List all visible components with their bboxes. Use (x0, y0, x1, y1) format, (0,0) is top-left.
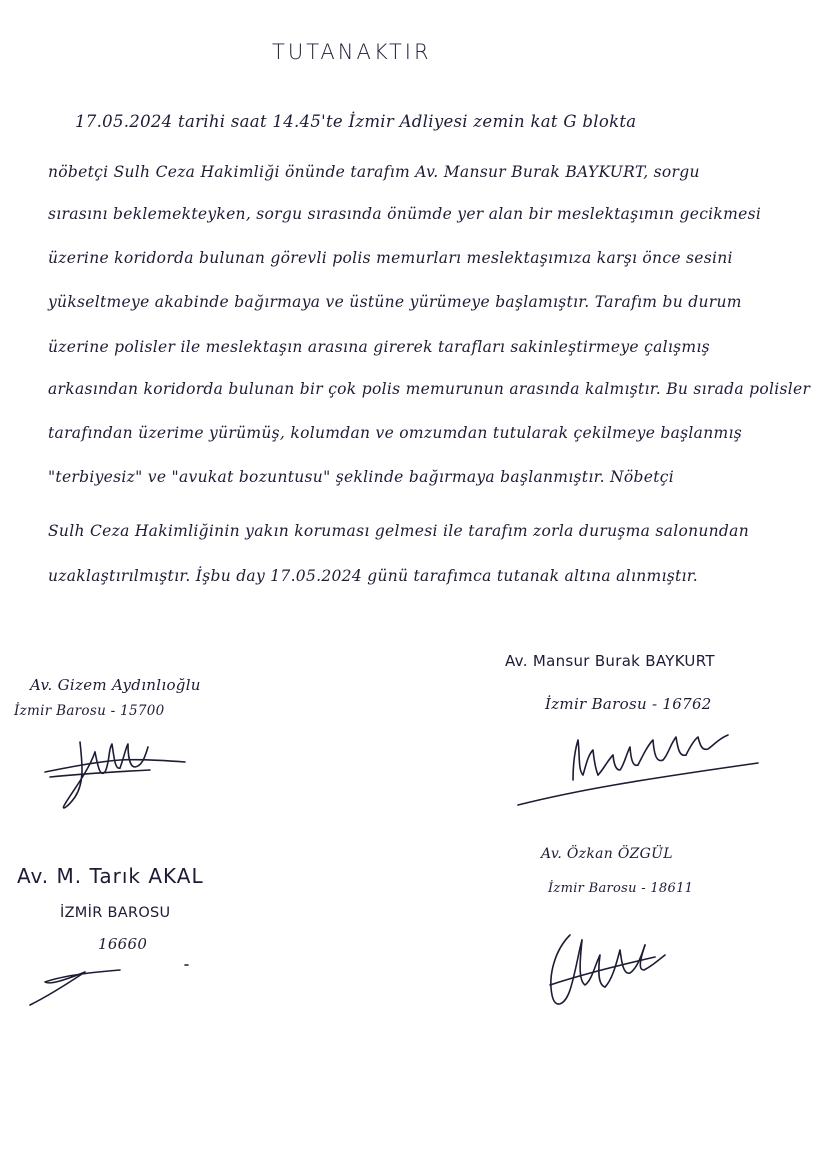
signature-image (540, 925, 670, 1025)
signatory-number: 16660 (98, 935, 148, 953)
body-line: 17.05.2024 tarihi saat 14.45'te İzmir Adliyesi zemin kat G blokta (75, 112, 637, 131)
signatory-bar: İzmir Barosu - 18611 (548, 881, 694, 896)
body-line: uzaklaştırılmıştır. İşbu day 17.05.2024 günü tarafımca tutanak altına alınmıştır. (48, 567, 699, 585)
signature-image (40, 732, 190, 817)
body-line: arkasından koridorda bulunan bir çok polis memurunun arasında kalmıştır. Bu sırada polisler (48, 380, 811, 398)
signatory-name: Av. M. Tarık AKAL (17, 864, 204, 888)
body-line: tarafından üzerime yürümüş, kolumdan ve omzumdan tutularak çekilmeye başlanmış (48, 424, 743, 442)
body-line: üzerine koridorda bulunan görevli polis memurları meslektaşımıza karşı önce sesini (48, 249, 733, 267)
body-line: nöbetçi Sulh Ceza Hakimliği önünde tarafım Av. Mansur Burak BAYKURT, sorgu (48, 163, 700, 181)
body-line: yükseltmeye akabinde bağırmaya ve üstüne yürümeye başlamıştır. Tarafım bu durum (48, 293, 742, 311)
body-line: sırasını beklemekteyken, sorgu sırasında önümde yer alan bir meslektaşımın gecikmesi (48, 205, 762, 223)
signatory-bar: İzmir Barosu - 15700 (14, 703, 165, 719)
document-title: TUTANAKTIR (272, 40, 432, 64)
body-line: üzerine polisler ile meslektaşın arasına girerek tarafları sakinleştirmeye çalışmış (48, 338, 710, 356)
signature-image (518, 725, 778, 815)
signatory-name: Av. Gizem Aydınlıoğlu (30, 676, 201, 694)
body-line: Sulh Ceza Hakimliğinin yakın koruması gelmesi ile tarafım zorla duruşma salonundan (48, 522, 749, 540)
signatory-name: Av. Özkan ÖZGÜL (541, 846, 673, 862)
signature-image (25, 960, 195, 1010)
signatory-name: Av. Mansur Burak BAYKURT (505, 652, 715, 670)
signatory-bar: İZMİR BAROSU (60, 905, 171, 921)
body-line: "terbiyesiz" ve "avukat bozuntusu" şeklinde bağırmaya başlanmıştır. Nöbetçi (48, 468, 674, 486)
signatory-bar: İzmir Barosu - 16762 (545, 695, 712, 713)
